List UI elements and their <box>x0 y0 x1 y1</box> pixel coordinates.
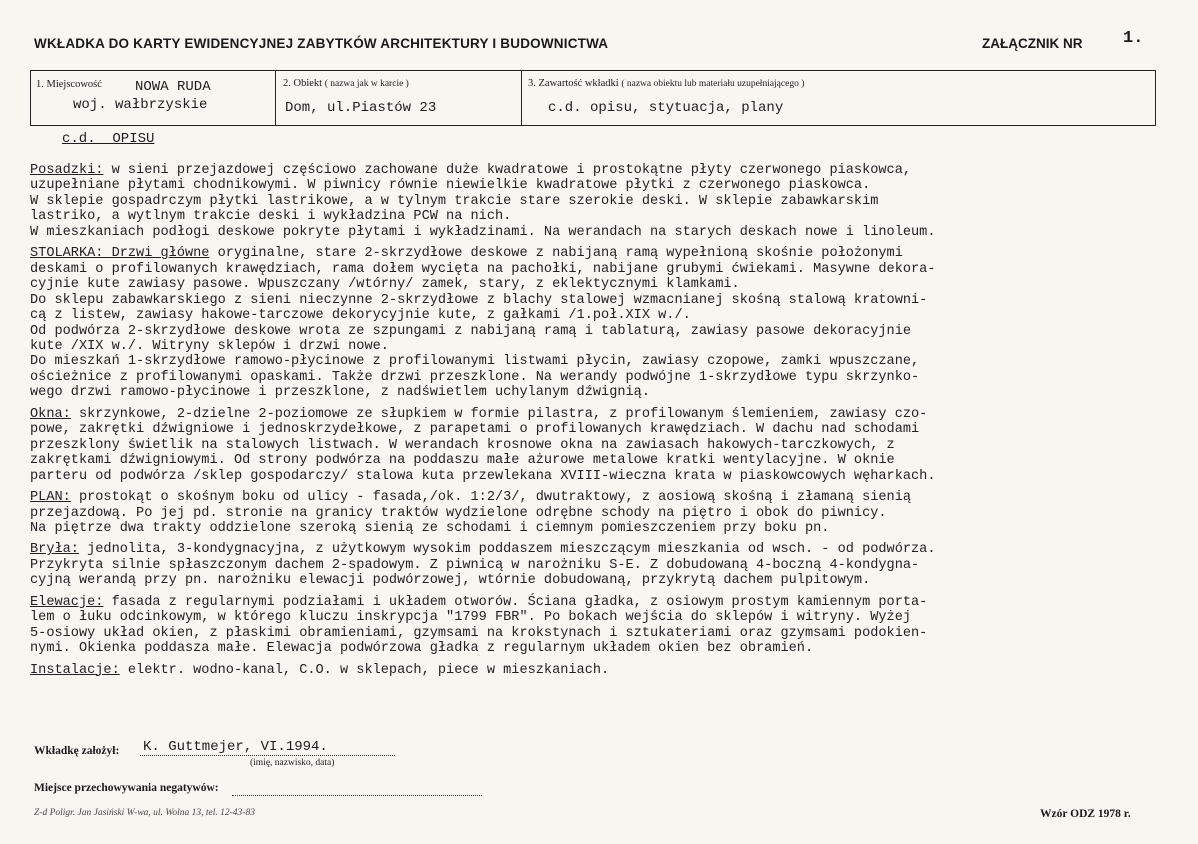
text-line: ościeżnice z profilowanymi opaskami. Także drzwi przeszklone. Na werandy podwójne 1-skrzydłowe typu skrzynko- <box>30 369 920 385</box>
card-title: WKŁADKA DO KARTY EWIDENCYJNEJ ZABYTKÓW ARCHITEKTURY I BUDOWNICTWA <box>34 36 609 51</box>
object-label-main: 2. Obiekt <box>283 78 323 89</box>
header-right-border <box>1155 70 1156 126</box>
negatives-dotted-line <box>232 795 482 796</box>
paragraph-plan <box>30 490 1170 536</box>
text-line: nymi. Okienka poddasza małe. Elewacja podwórzowa gładka z regularnym układem okien bez obramień. <box>30 641 814 657</box>
text-line: przejazdową. Po jej pd. stronie na granicy traktów wydzielone odrębne schody na piętro i obok do piwnicy. <box>30 505 887 521</box>
text-line: zakrętkami dźwigniowymi. Od strony podwórza na poddaszu małe ażurowe metalowe kratki wentylacyjne. W oknie <box>30 453 895 469</box>
compiled-by-value: K. Guttmejer, VI.1994. <box>143 739 328 755</box>
text-line: Okna: skrzynkowe, 2-dzielne 2-poziomowe ze słupkiem w formie pilastra, z profilowanym ślemieniem, zawiasy czo- <box>30 406 928 422</box>
text-line: cyjnie kute zawiasy pasowe. Wpuszczany /wtórny/ zamek, stary, z eklektycznymi klamkami. <box>30 277 740 293</box>
text-line: Instalacje: elektr. wodno-kanal, C.O. w sklepach, piece w mieszkaniach. <box>30 662 610 678</box>
printer-imprint: Z-d Poligr. Jan Jasiński W-wa, ul. Wolna 13, tel. 12-43-83 <box>34 808 255 818</box>
section-heading: c.d. OPISU <box>62 131 155 147</box>
paragraph-heading: Instalacje: <box>30 662 120 678</box>
text-line: Przykryta silnie spłaszczonym dachem 2-spadowym. Z piwnicą w narożniku S-E. Z dobudowaną 4-boczną 4-kondygna- <box>30 557 920 573</box>
contents-label-main: 3. Zawartość wkładki <box>528 78 619 89</box>
text-line: Do mieszkań 1-skrzydłowe ramowo-płycinowe z profilowanymi listwami płycin, zawiasy czopowe, zamki wpuszczane, <box>30 354 920 370</box>
text-line: lastriko, a wytlnym trakcie deski i wykładzina PCW na nich. <box>30 209 512 225</box>
paragraph-joinery <box>30 246 1170 401</box>
compiled-by-dotted-line <box>140 755 395 756</box>
text-line: Do sklepu zabawkarskiego z sieni nieczynne 2-skrzydłowe z blachy stalowej wzmacnianej skośną stalową kratowni- <box>30 292 928 308</box>
description-body <box>30 163 1170 682</box>
text-line: W mieszkaniach podłogi deskowe pokryte płytami i wykładzinami. Na werandach na starych deskach nowe i linoleum. <box>30 224 936 240</box>
paragraph-elevations <box>30 595 1170 657</box>
paragraph-heading: Okna: <box>30 406 71 422</box>
paragraph-massing <box>30 542 1170 588</box>
compiled-by-note: (imię, nazwisko, data) <box>250 758 335 768</box>
header-divider-1 <box>275 70 276 126</box>
paragraph-floors <box>30 163 1170 240</box>
header-bottom-rule <box>30 125 1156 126</box>
text-line: Na piętrze dwa trakty oddzielone szeroką sienią ze schodami i ciemnym pomieszczeniem przy boku pn. <box>30 520 830 536</box>
text-line: Od podwórza 2-skrzydłowe deskowe wrota ze szpungami z nabijaną ramą i tablaturą, zawiasy pasowe dekoracyjnie <box>30 323 912 339</box>
header-left-border <box>30 70 31 126</box>
locality-value: NOWA RUDA <box>135 79 211 95</box>
text-line: parteru od podwórza /sklep gospodarczy/ stalowa kuta przewlekana XVIII-wieczna krata w piaskowcowych węharkach. <box>30 468 936 484</box>
object-label <box>283 78 409 89</box>
paragraph-heading: Elewacje: <box>30 594 104 610</box>
text-line: W sklepie gospadrczym płytki lastrikowe, a w tylnym trakcie stare szerokie deski. W sklepie zabawkarskim <box>30 193 879 209</box>
text-line: przeszklony świetlik na stalowych listwach. W werandach krosnowe okna na zawiasach hakowych-tarczkowych, z <box>30 437 895 453</box>
text-line: 5-osiowy układ okien, z płaskimi obramieniami, gzymsami na krokstynach i sztukateriami oraz gzymsami podokien- <box>30 625 928 641</box>
text-line: wego drzwi ramowo-płycinowe i przeszklone, z nadświetlem uchylanym dźwignią. <box>30 385 650 401</box>
text-line: deskami o profilowanych krawędziach, rama dołem wycięta na pachołki, nabijane grubymi ćwiekami. Masywne dekora- <box>30 261 936 277</box>
header-top-rule <box>30 70 1156 71</box>
paragraph-heading: STOLARKA: Drzwi główne <box>30 246 210 262</box>
annex-label: ZAŁĄCZNIK NR <box>982 36 1083 51</box>
form-model: Wzór ODZ 1978 r. <box>1040 808 1131 820</box>
text-line: Elewacje: fasada z regularnymi podziałami i układem otworów. Ściana gładka, z osiowym prostym kamiennym porta- <box>30 594 928 610</box>
object-value: Dom, ul.Piastów 23 <box>285 100 437 116</box>
text-line: Posadzki: w sieni przejazdowej częściowo zachowane duże kwadratowe i prostokątne płyty czerwonego piaskowca, <box>30 163 912 178</box>
paragraph-heading: PLAN: <box>30 490 71 506</box>
paragraph-heading: Bryła: <box>30 542 79 558</box>
annex-number: 1. <box>1123 29 1144 48</box>
text-line: lem o łuku odcinkowym, w którego kluczu inskrypcja "1799 FBR". Po bokach wejścia do sklepów i witryny. Wyżej <box>30 610 912 626</box>
text-line: PLAN: prostokąt o skośnym boku od ulicy - fasada,/ok. 1:2/3/, dwutraktowy, z aosiową skośną i złamaną sienią <box>30 490 912 506</box>
object-label-note: ( nazwa jak w karcie ) <box>324 79 409 89</box>
paragraph-heading: Posadzki: <box>30 163 104 178</box>
locality-label: 1. Miejscowość <box>36 79 102 90</box>
text-line: Bryła: jednolita, 3-kondygnacyjna, z użytkowym wysokim poddaszem mieszczącym mieszkania od wsch. - od podwórza. <box>30 542 936 558</box>
text-line: cą z listew, zawiasy hakowe-tarczowe dekorycyjnie kute, z gałkami /1.poł.XIX w./. <box>30 308 691 324</box>
text-line: kute /XIX w./. Witryny sklepów i drzwi nowe. <box>30 338 389 354</box>
header-divider-2 <box>521 70 522 126</box>
compiled-by-label: Wkładkę założył: <box>34 745 120 757</box>
contents-value: c.d. opisu, stytuacja, plany <box>548 100 784 116</box>
paragraph-windows <box>30 407 1170 484</box>
contents-label-note: ( nazwa obiektu lub materiału uzupełniającego ) <box>621 79 805 89</box>
text-line: STOLARKA: Drzwi główne oryginalne, stare 2-skrzydłowe deskowe z nabijaną ramą wypełnioną skośnie położonymi <box>30 246 903 262</box>
text-line: uzupełniane płytami chodnikowymi. W piwnicy równie niewielkie kwadratowe płytki z czerwonego piaskowca. <box>30 178 871 194</box>
paragraph-installations <box>30 663 1170 678</box>
contents-label <box>528 78 804 89</box>
voivodeship-value: woj. wałbrzyskie <box>73 97 208 113</box>
text-line: powe, zakrętki dźwigniowe i jednoskrzydełkowe, z parapetami o profilowanych krawędziach. W dachu nad schodami <box>30 422 920 438</box>
text-line: cyjną werandą przy pn. narożniku elewacji podwórzowej, wtórnie dobudowaną, przykrytą dachem pulpitowym. <box>30 573 871 589</box>
negatives-storage-label: Miejsce przechowywania negatywów: <box>34 782 219 794</box>
